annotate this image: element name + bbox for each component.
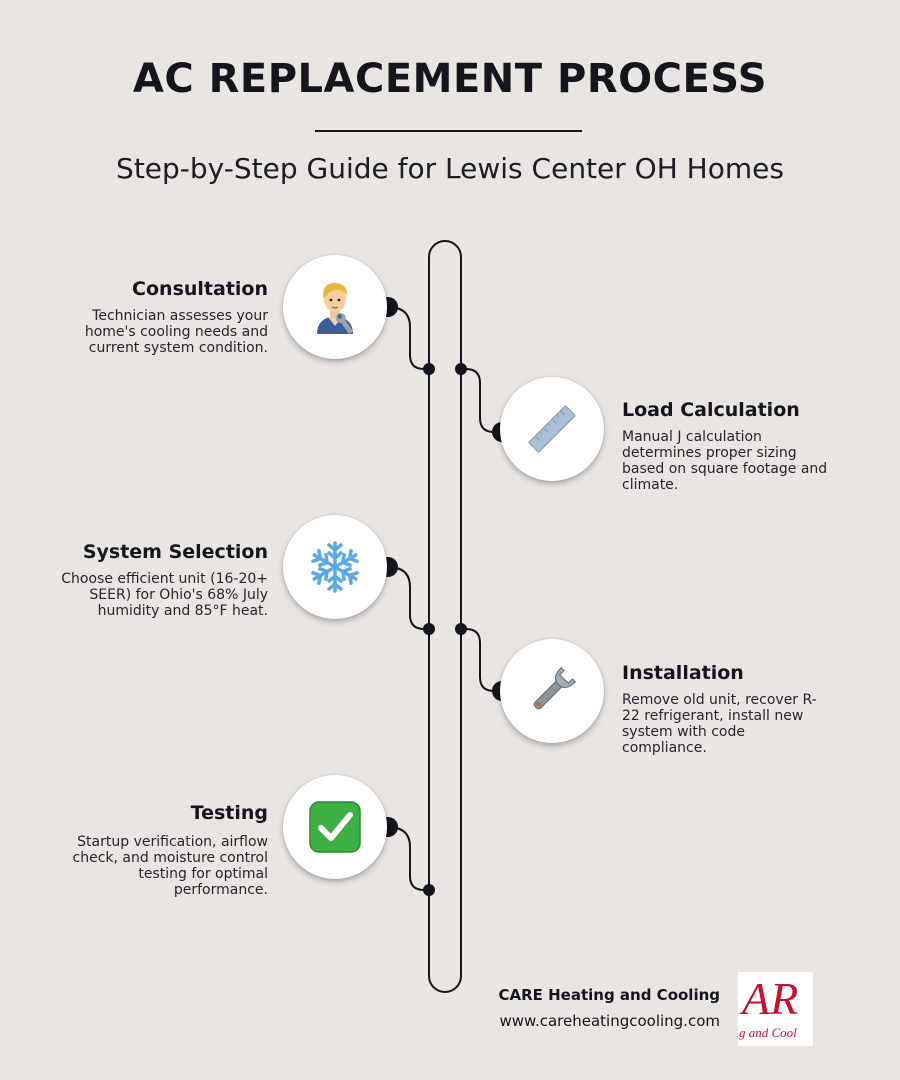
- page-title: AC REPLACEMENT PROCESS: [132, 56, 768, 102]
- step-desc-system-selection: Choose efficient unit (16-20+ SEER) for Ohio's 68% July humidity and 85°F heat.: [61, 571, 268, 619]
- connector-load-calculation: [461, 369, 502, 432]
- node-selection-track-dot: [423, 623, 435, 635]
- page-subtitle: Step-by-Step Guide for Lewis Center OH Homes: [116, 152, 784, 185]
- step-consultation-badge: [283, 255, 387, 359]
- step-installation-badge: [500, 639, 604, 743]
- logo-subtext: g and Cool: [739, 1025, 797, 1040]
- timeline-track: [429, 241, 461, 992]
- step-desc-load-calculation: Manual J calculation determines proper sizing based on square footage and climate.: [622, 429, 828, 493]
- step-title-consultation: Consultation: [132, 278, 268, 300]
- company-name: CARE Heating and Cooling: [498, 986, 720, 1004]
- logo-text: AR: [742, 973, 799, 1024]
- node-testing-track-dot: [423, 884, 435, 896]
- ruler-icon: [524, 401, 580, 457]
- check-mark-icon: [308, 800, 362, 854]
- step-testing-badge: [283, 775, 387, 879]
- step-desc-installation: Remove old unit, recover R-22 refrigerant, install new system with code compliance.: [622, 692, 817, 756]
- connector-testing: [388, 827, 429, 890]
- connector-consultation: [388, 307, 429, 369]
- technician-icon: [311, 280, 359, 334]
- step-title-load-calculation: Load Calculation: [622, 399, 800, 421]
- step-desc-consultation: Technician assesses your home's cooling needs and current system condition.: [84, 308, 268, 356]
- company-logo: [738, 972, 813, 1046]
- node-load-track-dot: [455, 363, 467, 375]
- node-consultation-track-dot: [423, 363, 435, 375]
- step-system-selection-badge: [283, 515, 387, 619]
- step-title-system-selection: System Selection: [82, 541, 268, 563]
- connector-system-selection: [388, 567, 429, 629]
- step-load-calculation-badge: [500, 377, 604, 481]
- wrench-icon: [525, 664, 579, 718]
- step-title-testing: Testing: [190, 802, 268, 824]
- node-install-track-dot: [455, 623, 467, 635]
- company-website-link[interactable]: www.careheatingcooling.com: [499, 1012, 720, 1030]
- step-title-installation: Installation: [622, 662, 744, 684]
- company-logo-mark: [738, 972, 813, 1046]
- snowflake-icon: [308, 540, 362, 594]
- connector-installation: [461, 629, 502, 691]
- step-desc-testing: Startup verification, airflow check, and moisture control testing for optimal performance.: [72, 834, 268, 898]
